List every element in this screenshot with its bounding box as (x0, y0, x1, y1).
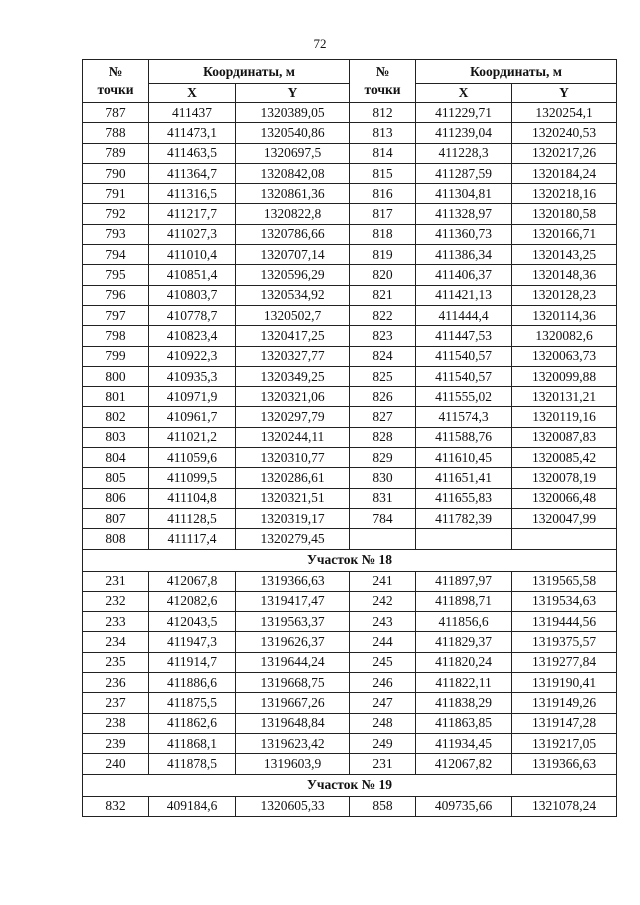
x-cell: 411437 (149, 103, 236, 123)
x-cell: 411099,5 (149, 468, 236, 488)
x-cell: 410851,4 (149, 265, 236, 285)
point-number-cell: 797 (83, 305, 149, 325)
y-cell: 1319366,63 (236, 571, 350, 591)
point-number-cell: 241 (350, 571, 416, 591)
point-number-cell: 787 (83, 103, 149, 123)
table-row (83, 285, 617, 305)
point-number-cell: 830 (350, 468, 416, 488)
y-cell: 1319417,47 (236, 591, 350, 611)
y-cell: 1320244,11 (236, 427, 350, 447)
point-number-cell: 803 (83, 427, 149, 447)
y-cell: 1320327,77 (236, 346, 350, 366)
y-cell: 1320128,23 (512, 285, 617, 305)
y-cell: 1320114,36 (512, 305, 617, 325)
x-cell: 411868,1 (149, 733, 236, 753)
table-row (83, 427, 617, 447)
y-cell: 1320085,42 (512, 448, 617, 468)
table-row (83, 652, 617, 672)
point-number-cell: 231 (350, 754, 416, 774)
x-cell: 411886,6 (149, 673, 236, 693)
point-number-header (83, 60, 149, 103)
x-cell: 411651,41 (416, 468, 512, 488)
y-cell: 1319444,56 (512, 612, 617, 632)
point-number-header-line2: точки (97, 82, 134, 97)
y-cell: 1320218,16 (512, 184, 617, 204)
point-number-cell: 247 (350, 693, 416, 713)
point-number-cell: 233 (83, 612, 149, 632)
x-cell: 411863,85 (416, 713, 512, 733)
point-number-cell: 798 (83, 326, 149, 346)
coordinates-header: Координаты, м (149, 60, 350, 84)
y-cell: 1320389,05 (236, 103, 350, 123)
point-number-header-line1: № (108, 64, 123, 79)
point-number-cell: 832 (83, 796, 149, 816)
y-cell: 1320143,25 (512, 245, 617, 265)
y-cell: 1320605,33 (236, 796, 350, 816)
point-number-cell: 829 (350, 448, 416, 468)
x-cell: 412067,8 (149, 571, 236, 591)
point-number-cell: 794 (83, 245, 149, 265)
y-cell: 1320240,53 (512, 123, 617, 143)
point-number-cell: 823 (350, 326, 416, 346)
y-cell: 1320321,51 (236, 488, 350, 508)
point-number-cell: 825 (350, 366, 416, 386)
x-cell: 411027,3 (149, 224, 236, 244)
y-header: Y (236, 84, 350, 103)
point-number-cell: 249 (350, 733, 416, 753)
x-cell: 411875,5 (149, 693, 236, 713)
point-number-cell: 232 (83, 591, 149, 611)
y-cell: 1320148,36 (512, 265, 617, 285)
x-cell: 411304,81 (416, 184, 512, 204)
point-number-cell: 820 (350, 265, 416, 285)
y-cell: 1319603,9 (236, 754, 350, 774)
point-number-cell: 817 (350, 204, 416, 224)
table-row (83, 123, 617, 143)
x-cell: 411655,83 (416, 488, 512, 508)
point-number-cell: 237 (83, 693, 149, 713)
y-cell: 1319623,42 (236, 733, 350, 753)
table-row (83, 468, 617, 488)
y-cell: 1319366,63 (512, 754, 617, 774)
point-number-cell: 246 (350, 673, 416, 693)
point-number-cell (350, 529, 416, 549)
x-cell: 411328,97 (416, 204, 512, 224)
table-row (83, 488, 617, 508)
section-title-row (83, 549, 617, 571)
table-row (83, 204, 617, 224)
point-number-cell: 822 (350, 305, 416, 325)
x-header: X (149, 84, 236, 103)
section-title: Участок № 18 (83, 549, 617, 571)
table-row (83, 529, 617, 549)
y-cell: 1319217,05 (512, 733, 617, 753)
point-number-cell: 812 (350, 103, 416, 123)
x-cell: 410922,3 (149, 346, 236, 366)
y-cell: 1320119,16 (512, 407, 617, 427)
x-cell: 411117,4 (149, 529, 236, 549)
x-cell: 411540,57 (416, 366, 512, 386)
y-cell: 1319668,75 (236, 673, 350, 693)
x-cell: 411574,3 (416, 407, 512, 427)
table-row (83, 305, 617, 325)
point-number-cell: 808 (83, 529, 149, 549)
x-cell: 411239,04 (416, 123, 512, 143)
y-cell: 1320166,71 (512, 224, 617, 244)
table-row (83, 673, 617, 693)
table-row (83, 184, 617, 204)
x-cell: 410961,7 (149, 407, 236, 427)
point-number-cell: 795 (83, 265, 149, 285)
x-cell: 412067,82 (416, 754, 512, 774)
table-row (83, 508, 617, 528)
point-number-cell: 807 (83, 508, 149, 528)
x-cell: 411316,5 (149, 184, 236, 204)
section-title-row (83, 774, 617, 796)
x-cell: 411934,45 (416, 733, 512, 753)
x-cell: 409735,66 (416, 796, 512, 816)
table-row (83, 224, 617, 244)
point-number-cell: 813 (350, 123, 416, 143)
x-cell: 411838,29 (416, 693, 512, 713)
y-header: Y (512, 84, 617, 103)
point-number-cell: 858 (350, 796, 416, 816)
x-cell: 411444,4 (416, 305, 512, 325)
point-number-cell: 244 (350, 632, 416, 652)
y-cell: 1320842,08 (236, 163, 350, 183)
x-cell: 410823,4 (149, 326, 236, 346)
point-number-cell: 248 (350, 713, 416, 733)
y-cell: 1320697,5 (236, 143, 350, 163)
coordinates-header: Координаты, м (416, 60, 617, 84)
x-cell: 411463,5 (149, 143, 236, 163)
table-row (83, 163, 617, 183)
point-number-cell: 821 (350, 285, 416, 305)
x-cell: 411914,7 (149, 652, 236, 672)
point-number-cell: 800 (83, 366, 149, 386)
x-header: X (416, 84, 512, 103)
point-number-cell: 814 (350, 143, 416, 163)
x-cell: 411878,5 (149, 754, 236, 774)
x-cell: 411610,45 (416, 448, 512, 468)
point-number-cell: 806 (83, 488, 149, 508)
y-cell: 1320286,61 (236, 468, 350, 488)
table-row (83, 693, 617, 713)
y-cell: 1320540,86 (236, 123, 350, 143)
table-body (83, 103, 617, 817)
point-number-cell: 238 (83, 713, 149, 733)
x-cell: 411021,2 (149, 427, 236, 447)
point-number-cell: 236 (83, 673, 149, 693)
point-number-cell: 235 (83, 652, 149, 672)
y-cell: 1319648,84 (236, 713, 350, 733)
x-cell: 411588,76 (416, 427, 512, 447)
x-cell: 411386,34 (416, 245, 512, 265)
point-number-cell: 234 (83, 632, 149, 652)
y-cell (512, 529, 617, 549)
point-number-cell: 816 (350, 184, 416, 204)
point-number-cell: 242 (350, 591, 416, 611)
y-cell: 1320180,58 (512, 204, 617, 224)
x-cell: 411059,6 (149, 448, 236, 468)
x-cell: 411555,02 (416, 387, 512, 407)
point-number-cell: 799 (83, 346, 149, 366)
y-cell: 1320254,1 (512, 103, 617, 123)
y-cell: 1320534,92 (236, 285, 350, 305)
y-cell: 1320417,25 (236, 326, 350, 346)
point-number-cell: 240 (83, 754, 149, 774)
point-number-header-line1: № (375, 64, 390, 79)
table-row (83, 366, 617, 386)
y-cell: 1320297,79 (236, 407, 350, 427)
y-cell: 1320861,36 (236, 184, 350, 204)
point-number-cell: 831 (350, 488, 416, 508)
x-cell: 410971,9 (149, 387, 236, 407)
y-cell: 1319534,63 (512, 591, 617, 611)
y-cell: 1320099,88 (512, 366, 617, 386)
y-cell: 1320082,6 (512, 326, 617, 346)
x-cell: 411287,59 (416, 163, 512, 183)
y-cell: 1320596,29 (236, 265, 350, 285)
point-number-cell: 793 (83, 224, 149, 244)
y-cell: 1320349,25 (236, 366, 350, 386)
table-row (83, 245, 617, 265)
y-cell: 1320184,24 (512, 163, 617, 183)
point-number-cell: 819 (350, 245, 416, 265)
x-cell: 411104,8 (149, 488, 236, 508)
table-row (83, 796, 617, 816)
x-cell: 411228,3 (416, 143, 512, 163)
x-cell: 411010,4 (149, 245, 236, 265)
y-cell: 1319149,26 (512, 693, 617, 713)
x-cell: 411229,71 (416, 103, 512, 123)
y-cell: 1320786,66 (236, 224, 350, 244)
table-header-row (83, 60, 617, 84)
x-cell: 411406,37 (416, 265, 512, 285)
x-cell: 412082,6 (149, 591, 236, 611)
x-cell: 411897,97 (416, 571, 512, 591)
point-number-cell: 239 (83, 733, 149, 753)
point-number-cell: 791 (83, 184, 149, 204)
y-cell: 1320087,83 (512, 427, 617, 447)
x-cell: 411473,1 (149, 123, 236, 143)
point-number-cell: 796 (83, 285, 149, 305)
x-cell: 411421,13 (416, 285, 512, 305)
x-cell: 411360,73 (416, 224, 512, 244)
point-number-cell: 805 (83, 468, 149, 488)
point-number-cell: 801 (83, 387, 149, 407)
y-cell: 1319277,84 (512, 652, 617, 672)
table-row (83, 754, 617, 774)
y-cell: 1320047,99 (512, 508, 617, 528)
point-number-cell: 784 (350, 508, 416, 528)
table-row (83, 591, 617, 611)
y-cell: 1320319,17 (236, 508, 350, 528)
x-cell: 411822,11 (416, 673, 512, 693)
x-cell: 409184,6 (149, 796, 236, 816)
point-number-cell: 827 (350, 407, 416, 427)
y-cell: 1320066,48 (512, 488, 617, 508)
x-cell: 411820,24 (416, 652, 512, 672)
point-number-cell: 804 (83, 448, 149, 468)
table-row (83, 387, 617, 407)
page-number: 72 (313, 36, 327, 51)
table-row (83, 571, 617, 591)
point-number-cell: 790 (83, 163, 149, 183)
point-number-cell: 792 (83, 204, 149, 224)
y-cell: 1320502,7 (236, 305, 350, 325)
point-number-cell: 231 (83, 571, 149, 591)
table-row (83, 632, 617, 652)
y-cell: 1319565,58 (512, 571, 617, 591)
y-cell: 1320131,21 (512, 387, 617, 407)
x-cell: 411829,37 (416, 632, 512, 652)
x-cell: 411862,6 (149, 713, 236, 733)
table-row (83, 326, 617, 346)
point-number-cell: 818 (350, 224, 416, 244)
table-row (83, 143, 617, 163)
table-row (83, 448, 617, 468)
x-cell (416, 529, 512, 549)
point-number-cell: 826 (350, 387, 416, 407)
x-cell: 411856,6 (416, 612, 512, 632)
y-cell: 1319563,37 (236, 612, 350, 632)
point-number-cell: 245 (350, 652, 416, 672)
y-cell: 1320310,77 (236, 448, 350, 468)
y-cell: 1319667,26 (236, 693, 350, 713)
x-cell: 411947,3 (149, 632, 236, 652)
y-cell: 1319147,28 (512, 713, 617, 733)
x-cell: 410935,3 (149, 366, 236, 386)
x-cell: 411364,7 (149, 163, 236, 183)
table-row (83, 103, 617, 123)
y-cell: 1320321,06 (236, 387, 350, 407)
x-cell: 410803,7 (149, 285, 236, 305)
point-number-header-line2: точки (364, 82, 401, 97)
y-cell: 1320822,8 (236, 204, 350, 224)
x-cell: 411217,7 (149, 204, 236, 224)
table-row (83, 612, 617, 632)
point-number-cell: 824 (350, 346, 416, 366)
point-number-cell: 828 (350, 427, 416, 447)
y-cell: 1319375,57 (512, 632, 617, 652)
x-cell: 412043,5 (149, 612, 236, 632)
y-cell: 1320063,73 (512, 346, 617, 366)
y-cell: 1319644,24 (236, 652, 350, 672)
table-row (83, 346, 617, 366)
table-row (83, 733, 617, 753)
y-cell: 1320217,26 (512, 143, 617, 163)
y-cell: 1321078,24 (512, 796, 617, 816)
table-row (83, 407, 617, 427)
y-cell: 1320707,14 (236, 245, 350, 265)
x-cell: 411447,53 (416, 326, 512, 346)
coordinates-table (82, 59, 617, 817)
y-cell: 1319190,41 (512, 673, 617, 693)
x-cell: 411540,57 (416, 346, 512, 366)
y-cell: 1320078,19 (512, 468, 617, 488)
x-cell: 411898,71 (416, 591, 512, 611)
x-cell: 410778,7 (149, 305, 236, 325)
point-number-cell: 788 (83, 123, 149, 143)
y-cell: 1319626,37 (236, 632, 350, 652)
section-title: Участок № 19 (83, 774, 617, 796)
point-number-header (350, 60, 416, 103)
table-row (83, 713, 617, 733)
point-number-cell: 243 (350, 612, 416, 632)
point-number-cell: 789 (83, 143, 149, 163)
x-cell: 411782,39 (416, 508, 512, 528)
y-cell: 1320279,45 (236, 529, 350, 549)
point-number-cell: 815 (350, 163, 416, 183)
x-cell: 411128,5 (149, 508, 236, 528)
table-row (83, 265, 617, 285)
point-number-cell: 802 (83, 407, 149, 427)
